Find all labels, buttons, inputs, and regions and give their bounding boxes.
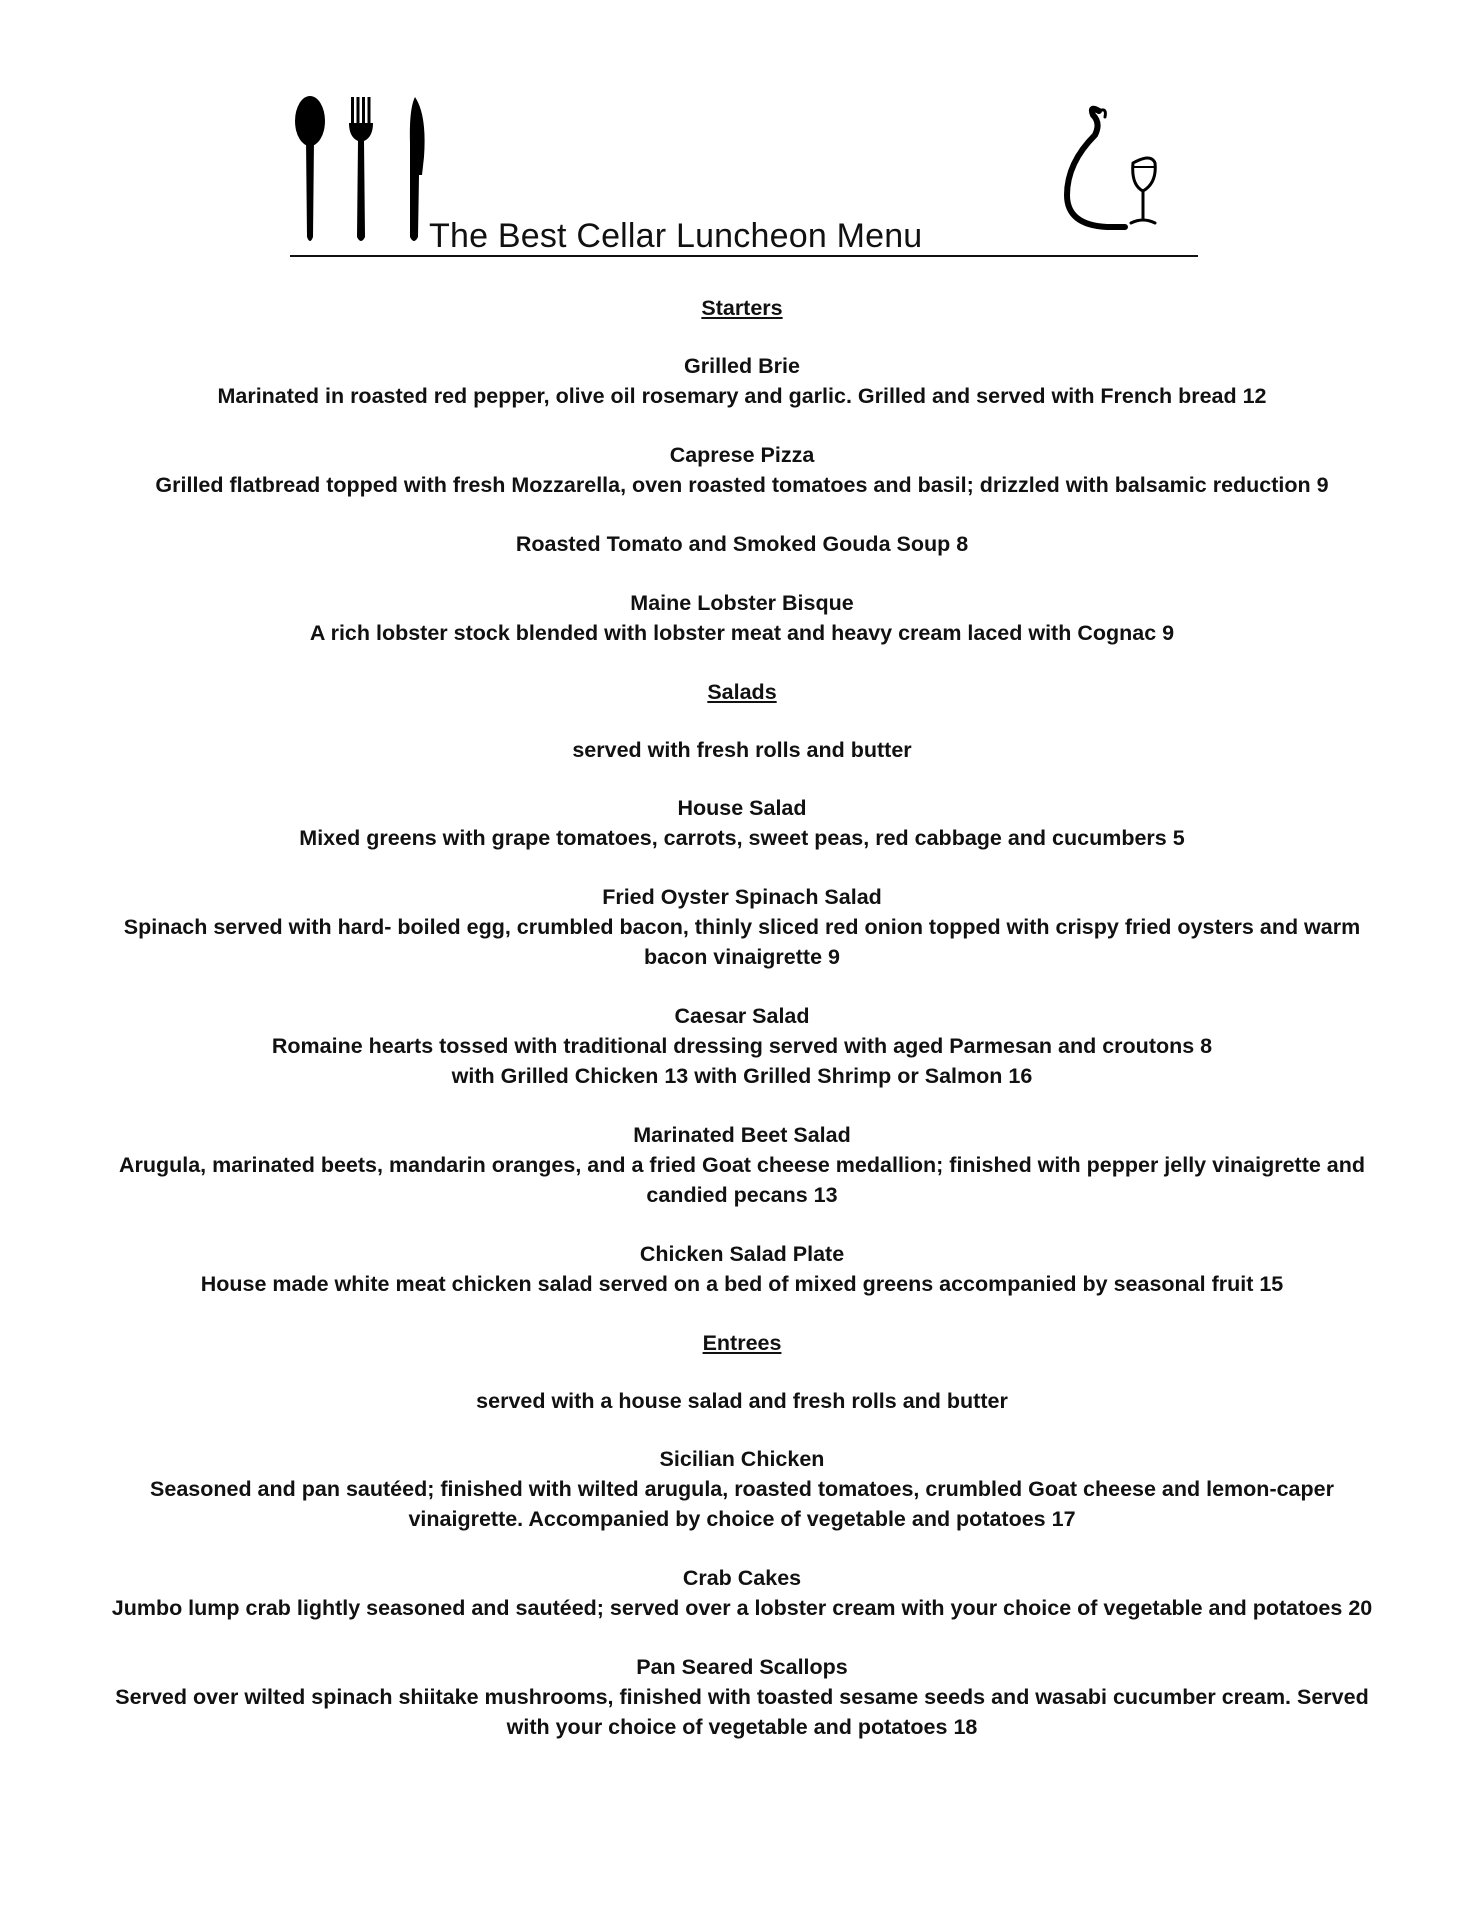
item-name: Crab Cakes (682, 1566, 802, 1590)
section-note-entrees: served with a house salad and fresh rolls and butter (476, 1389, 1008, 1413)
section-title-salads: Salads (707, 680, 777, 704)
spoon-fork-knife-icon (290, 95, 430, 247)
item-name: House Salad (677, 796, 807, 820)
item-description: Spinach served with hard- boiled egg, crumbled bacon, thinly sliced red onion topped with crispy fried oysters and warm bacon vinaigrette 9 (123, 915, 1361, 969)
item-description: Seasoned and pan sautéed; finished with wilted arugula, roasted tomatoes, crumbled Goat cheese and lemon-caper vinaigrette. Accompanied by choice of vegetable and potatoes 17 (150, 1477, 1334, 1531)
menu-item (90, 793, 1394, 853)
item-name: Chicken Salad Plate (639, 1242, 845, 1266)
item-name: Pan Seared Scallops (636, 1655, 848, 1679)
item-name: Grilled Brie (684, 354, 800, 378)
item-description: Grilled flatbread topped with fresh Mozzarella, oven roasted tomatoes and basil; drizzled with balsamic reduction 9 (155, 473, 1329, 497)
menu-item (90, 1652, 1394, 1742)
header-rule (290, 255, 1198, 257)
item-description: Romaine hearts tossed with traditional dressing served with aged Parmesan and croutons 8 (271, 1034, 1213, 1058)
section-note-salads: served with fresh rolls and butter (572, 738, 912, 762)
item-description: A rich lobster stock blended with lobster meat and heavy cream laced with Cognac 9 (309, 621, 1175, 645)
menu-item (90, 882, 1394, 972)
item-description: Jumbo lump crab lightly seasoned and sautéed; served over a lobster cream with your choice of vegetable and potatoes 20 (111, 1596, 1373, 1620)
item-description: Arugula, marinated beets, mandarin oranges, and a fried Goat cheese medallion; finished with pepper jelly vinaigrette and candied pecans 13 (118, 1153, 1366, 1207)
menu-item (90, 1120, 1394, 1210)
menu-item (90, 1563, 1394, 1623)
menu-body (90, 293, 1394, 1771)
item-name: Sicilian Chicken (659, 1447, 825, 1471)
item-name: Roasted Tomato and Smoked Gouda Soup 8 (515, 532, 969, 556)
menu-title: The Best Cellar Luncheon Menu (429, 217, 923, 255)
menu-item (90, 1001, 1394, 1091)
item-name: Caprese Pizza (669, 443, 815, 467)
menu-item (90, 529, 1394, 559)
section-title-starters: Starters (701, 296, 783, 320)
menu-item (90, 440, 1394, 500)
item-description: Served over wilted spinach shiitake mushrooms, finished with toasted sesame seeds and wasabi cucumber cream. Served with your choice of vegetable and potatoes 18 (115, 1685, 1369, 1739)
item-name: Marinated Beet Salad (633, 1123, 851, 1147)
menu-item (90, 1239, 1394, 1299)
item-name: Fried Oyster Spinach Salad (602, 885, 882, 909)
item-name: Caesar Salad (674, 1004, 810, 1028)
menu-item (90, 1444, 1394, 1534)
menu-item (90, 351, 1394, 411)
menu-item (90, 588, 1394, 648)
wine-decanter-glass-icon (1055, 101, 1175, 233)
item-addons: with Grilled Chicken 13 with Grilled Shrimp or Salmon 16 (451, 1064, 1033, 1088)
section-title-entrees: Entrees (702, 1331, 782, 1355)
item-name: Maine Lobster Bisque (630, 591, 854, 615)
item-description: House made white meat chicken salad served on a bed of mixed greens accompanied by seasonal fruit 15 (200, 1272, 1284, 1296)
menu-header (290, 95, 1198, 257)
item-description: Marinated in roasted red pepper, olive oil rosemary and garlic. Grilled and served with French bread 12 (217, 384, 1267, 408)
item-description: Mixed greens with grape tomatoes, carrots, sweet peas, red cabbage and cucumbers 5 (299, 826, 1185, 850)
